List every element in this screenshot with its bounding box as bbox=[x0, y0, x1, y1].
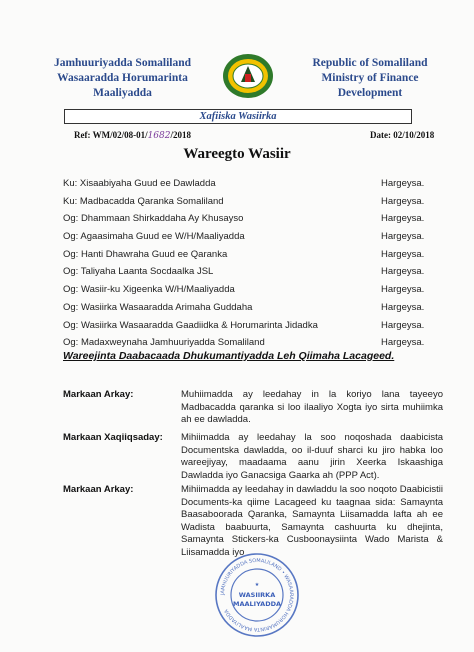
recipient-city: Hargeysa. bbox=[381, 178, 425, 189]
recipient-list bbox=[63, 175, 431, 352]
clause-paragraph bbox=[63, 484, 443, 559]
coat-of-arms-emblem bbox=[221, 52, 275, 100]
ref-suffix: /2018 bbox=[170, 130, 191, 140]
recipient-row bbox=[63, 281, 431, 299]
header-right-line: Ministry of Finance bbox=[321, 72, 419, 84]
recipient-city: Hargeysa. bbox=[381, 337, 425, 349]
header-right-line: Development bbox=[337, 87, 403, 99]
recipient-name: Ku: Xisaabiyaha Guud ee Dawladda bbox=[63, 178, 216, 189]
recipient-row bbox=[63, 175, 431, 193]
recipient-city: Hargeysa. bbox=[381, 319, 425, 331]
recipient-name: Ku: Madbacadda Qaranka Somaliland bbox=[63, 195, 224, 207]
recipient-row bbox=[63, 210, 431, 228]
recipient-row bbox=[63, 193, 431, 211]
recipient-name: Og: Taliyaha Laanta Socdaalka JSL bbox=[63, 266, 214, 278]
recipient-city: Hargeysa. bbox=[381, 284, 425, 296]
subject-heading: Wareejinta Daabacaada Dhukumantiyadda Leh Qiimaha Lacageed. bbox=[63, 350, 395, 362]
recipient-row bbox=[63, 246, 431, 264]
header-right-line: Republic of Somaliland bbox=[312, 57, 428, 69]
recipient-city: Hargeysa. bbox=[381, 231, 425, 243]
header-left-line: Maaliyadda bbox=[93, 87, 152, 99]
recipient-row bbox=[63, 317, 431, 335]
clause-text: Mihiimadda ay leedahay la soo noqoshada daabicista Documentska dawladda, oo il-duuf sharci ku jiro habka loo wareejiyay, maadaama aanu jirin Xeerka Iskaashiga Dawladda iyo Ganacsiga Gaarka ah (PPP Act). bbox=[181, 432, 443, 481]
stamp-center-line: WASIIRKA bbox=[238, 591, 276, 599]
clause-label: Markaan Xaqiiqsaday: bbox=[63, 432, 163, 443]
clause-paragraph bbox=[63, 389, 443, 427]
official-stamp bbox=[214, 552, 300, 638]
recipient-name: Og: Dhammaan Shirkaddaha Ay Khusayso bbox=[63, 213, 244, 225]
ref-prefix: Ref: WM/02/08-01/ bbox=[74, 130, 148, 140]
clause-paragraph bbox=[63, 432, 443, 482]
office-banner: Xafiiska Wasiirka bbox=[64, 109, 412, 124]
recipient-city: Hargeysa. bbox=[381, 213, 425, 225]
stamp-emblem-icon: ★ bbox=[254, 582, 260, 588]
clause-label: Markaan Arkay: bbox=[63, 484, 134, 495]
ref-handwritten: 1682 bbox=[147, 131, 171, 141]
recipient-name: Og: Agaasimaha Guud ee W/H/Maaliyadda bbox=[63, 231, 245, 243]
recipient-name: Og: Wasiir-ku Xigeenka W/H/Maaliyadda bbox=[63, 284, 235, 296]
recipient-name: Og: Wasiirka Wasaaradda Arimaha Guddaha bbox=[63, 301, 253, 313]
recipient-city: Hargeysa. bbox=[381, 248, 425, 260]
recipient-name: Og: Hanti Dhawraha Guud ee Qaranka bbox=[63, 248, 228, 260]
reference-number bbox=[74, 130, 191, 141]
recipient-name: Og: Wasiirka Wasaaradda Gaadiidka & Horumarinta Jidadka bbox=[63, 319, 318, 331]
recipient-city: Hargeysa. bbox=[381, 195, 425, 207]
recipient-name: Og: Madaxweynaha Jamhuuriyadda Somaliland bbox=[63, 337, 265, 349]
recipient-city: Hargeysa. bbox=[381, 266, 425, 278]
stamp-center-line: MAALIYADDA bbox=[232, 600, 282, 608]
header-somali bbox=[40, 56, 205, 101]
document-date: Date: 02/10/2018 bbox=[370, 130, 435, 140]
recipient-row bbox=[63, 228, 431, 246]
clause-text: Muhiimadda ay leedahay in la koriyo lana tayeeyo Madbacadda qaranka si loo ilaaliyo Xogta iyo sirta muhiimka ah ee dawladda. bbox=[181, 389, 443, 425]
clause-text: Mihiimadda ay leedahay in dawladdu la soo noqoto Daabicistii Documents-ka qiime Lacageed ku taagnaa sida: Samaynta Baasaboorada Qaranka, Samaynta Liisamadda lafta ah ee Wadista baabuurta, Samaynta cashuurta ku dhejinta, Samaynta Stickers-ka Cusboonaysiinta Wado Marista & Liisamadda iyo bbox=[181, 484, 443, 558]
header-english bbox=[290, 56, 450, 101]
document-title: Wareegto Wasiir bbox=[183, 146, 291, 162]
recipient-city: Hargeysa. bbox=[381, 301, 425, 313]
stamp-ring-text: JAMHUURIYADDA SOMALILAND • WASAARADDA HORUMARINTA MAALIYADDA bbox=[219, 557, 295, 633]
recipient-row bbox=[63, 263, 431, 281]
clause-label: Markaan Arkay: bbox=[63, 389, 134, 400]
header-left-line: Wasaaradda Horumarinta bbox=[57, 72, 188, 84]
recipient-row bbox=[63, 299, 431, 317]
header-left-line: Jamhuuriyadda Somaliland bbox=[53, 57, 192, 69]
